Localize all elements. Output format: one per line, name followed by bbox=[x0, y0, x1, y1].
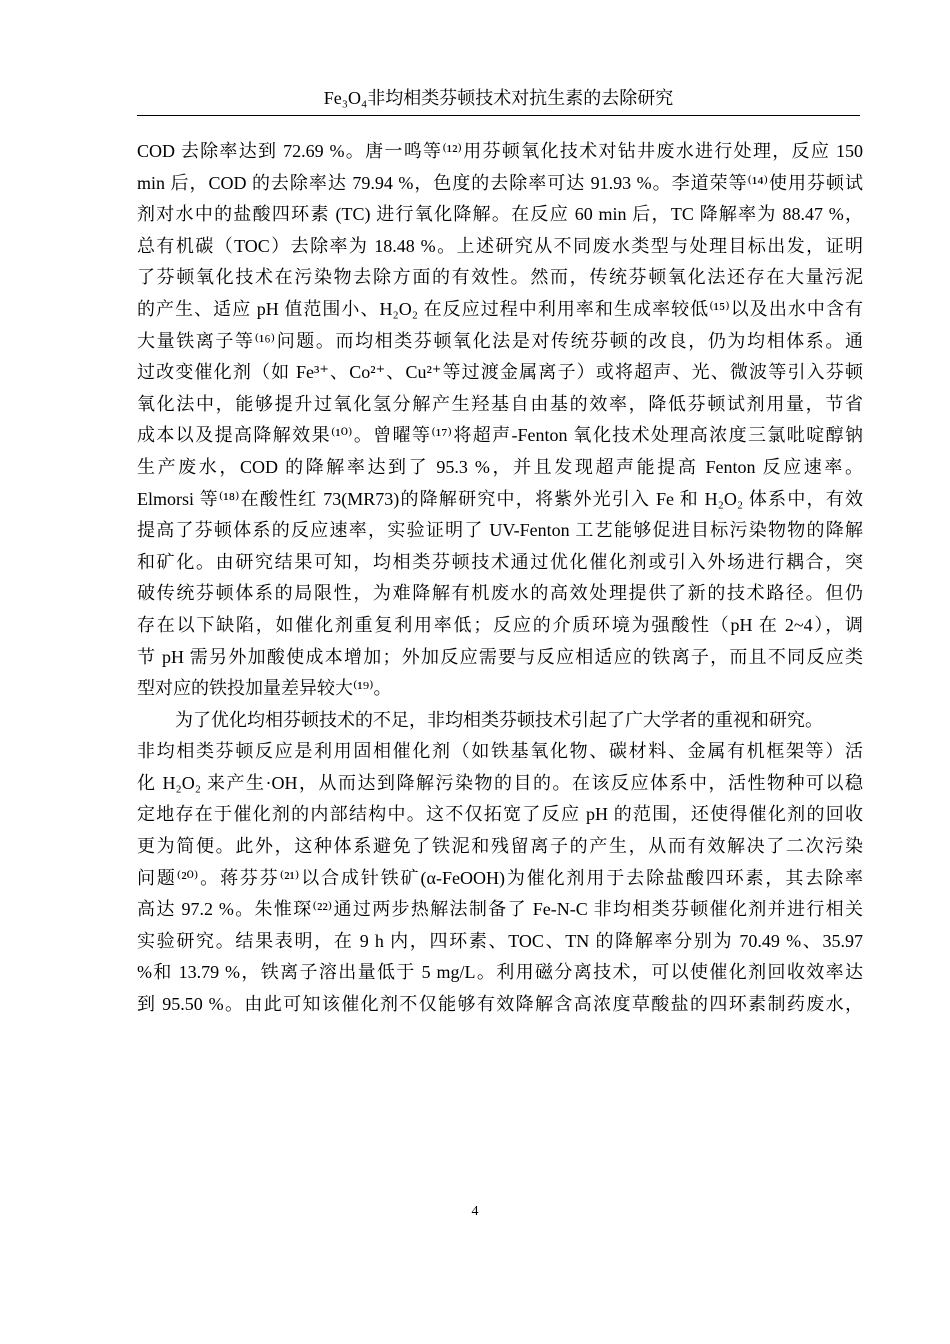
text-line: 氧化法中，能够提升过氧化氢分解产生羟基自由基的效率，降低芬顿试剂用量，节省 bbox=[137, 393, 863, 414]
text-line: 破传统芬顿体系的局限性，为难降解有机废水的高效处理提供了新的技术路径。但仍 bbox=[137, 583, 863, 604]
text-line: 高达 97.2 %。朱惟琛⁽²²⁾通过两步热解法制备了 Fe-N-C 非均相类芬顿催化剂并进行相关 bbox=[137, 899, 863, 920]
text-line-paragraph-end: 型对应的铁投加量差异较大⁽¹⁹⁾。 bbox=[137, 678, 392, 699]
text-line: %和 13.79 %，铁离子溶出量低于 5 mg/L。利用磁分离技术，可以使催化剂回收效率达 bbox=[137, 962, 863, 983]
text-line: 到 95.50 %。由此可知该催化剂不仅能够有效降解含高浓度草酸盐的四环素制药废水， bbox=[137, 994, 863, 1015]
text-line: 节 pH 需另外加酸使成本增加；外加反应需要与反应相适应的铁离子，而且不同反应类 bbox=[137, 646, 863, 667]
text-line: 和矿化。由研究结果可知，均相类芬顿技术通过优化催化剂或引入外场进行耦合，突 bbox=[137, 551, 863, 572]
text-line: COD 去除率达到 72.69 %。唐一鸣等⁽¹²⁾用芬顿氧化技术对钻井废水进行处理，反应 150 bbox=[137, 141, 863, 161]
text-line: 定地存在于催化剂的内部结构中。这不仅拓宽了反应 pH 的范围，还使得催化剂的回收 bbox=[137, 804, 863, 825]
text-line-paragraph-start: 为了优化均相芬顿技术的不足，非均相类芬顿技术引起了广大学者的重视和研究。 bbox=[175, 709, 823, 730]
text-line: 剂对水中的盐酸四环素 (TC) 进行氧化降解。在反应 60 min 后，TC 降解率为 88.47 %， bbox=[137, 204, 863, 225]
text-line: 非均相类芬顿反应是利用固相催化剂（如铁基氧化物、碳材料、金属有机框架等）活 bbox=[137, 741, 863, 762]
text-line: 总有机碳（TOC）去除率为 18.48 %。上述研究从不同废水类型与处理目标出发，证明 bbox=[137, 235, 863, 256]
text-line: 化 H₂O₂ 来产生·OH，从而达到降解污染物的目的。在该反应体系中，活性物种可以稳 bbox=[137, 772, 863, 793]
text-line: 成本以及提高降解效果⁽¹⁰⁾。曾曜等⁽¹⁷⁾将超声-Fenton 氧化技术处理高浓度三氯吡啶醇钠 bbox=[137, 425, 863, 446]
text-line: Elmorsi 等⁽¹⁸⁾在酸性红 73(MR73)的降解研究中，将紫外光引入 Fe 和 H₂O₂ 体系中，有效 bbox=[137, 488, 863, 509]
header-rule bbox=[137, 115, 860, 116]
text-line: 问题⁽²⁰⁾。蒋芬芬⁽²¹⁾以合成针铁矿(α-FeOOH)为催化剂用于去除盐酸四环素，其去除率 bbox=[137, 867, 863, 888]
text-line: 的产生、适应 pH 值范围小、H₂O₂ 在反应过程中利用率和生成率较低⁽¹⁵⁾以及出水中含有 bbox=[137, 298, 863, 319]
text-line: min 后，COD 的去除率达 79.94 %，色度的去除率可达 91.93 %。李道荣等⁽¹⁴⁾使用芬顿试 bbox=[137, 172, 863, 193]
body-text bbox=[137, 136, 863, 1021]
text-line: 提高了芬顿体系的反应速率，实验证明了 UV-Fenton 工艺能够促进目标污染物物的降解 bbox=[137, 520, 863, 541]
text-line: 更为简便。此外，这种体系避免了铁泥和残留离子的产生，从而有效解决了二次污染 bbox=[137, 836, 863, 857]
text-line: 实验研究。结果表明，在 9 h 内，四环素、TOC、TN 的降解率分别为 70.49 %、35.97 bbox=[137, 930, 863, 951]
page-number: 4 bbox=[471, 1204, 479, 1219]
text-line: 生产废水，COD 的降解率达到了 95.3 %，并且发现超声能提高 Fenton 反应速率。 bbox=[137, 456, 863, 477]
text-line: 大量铁离子等⁽¹⁶⁾问题。而均相类芬顿氧化法是对传统芬顿的改良，仍为均相体系。通 bbox=[137, 330, 863, 351]
running-header: Fe₃O₄非均相类芬顿技术对抗生素的去除研究 bbox=[323, 88, 674, 108]
text-line: 了芬顿氧化技术在污染物去除方面的有效性。然而，传统芬顿氧化法还存在大量污泥 bbox=[137, 267, 863, 288]
text-line: 存在以下缺陷，如催化剂重复利用率低；反应的介质环境为强酸性（pH 在 2~4），调 bbox=[137, 614, 863, 635]
text-line: 过改变催化剂（如 Fe³⁺、Co²⁺、Cu²⁺等过渡金属离子）或将超声、光、微波等引入芬顿 bbox=[137, 362, 863, 383]
